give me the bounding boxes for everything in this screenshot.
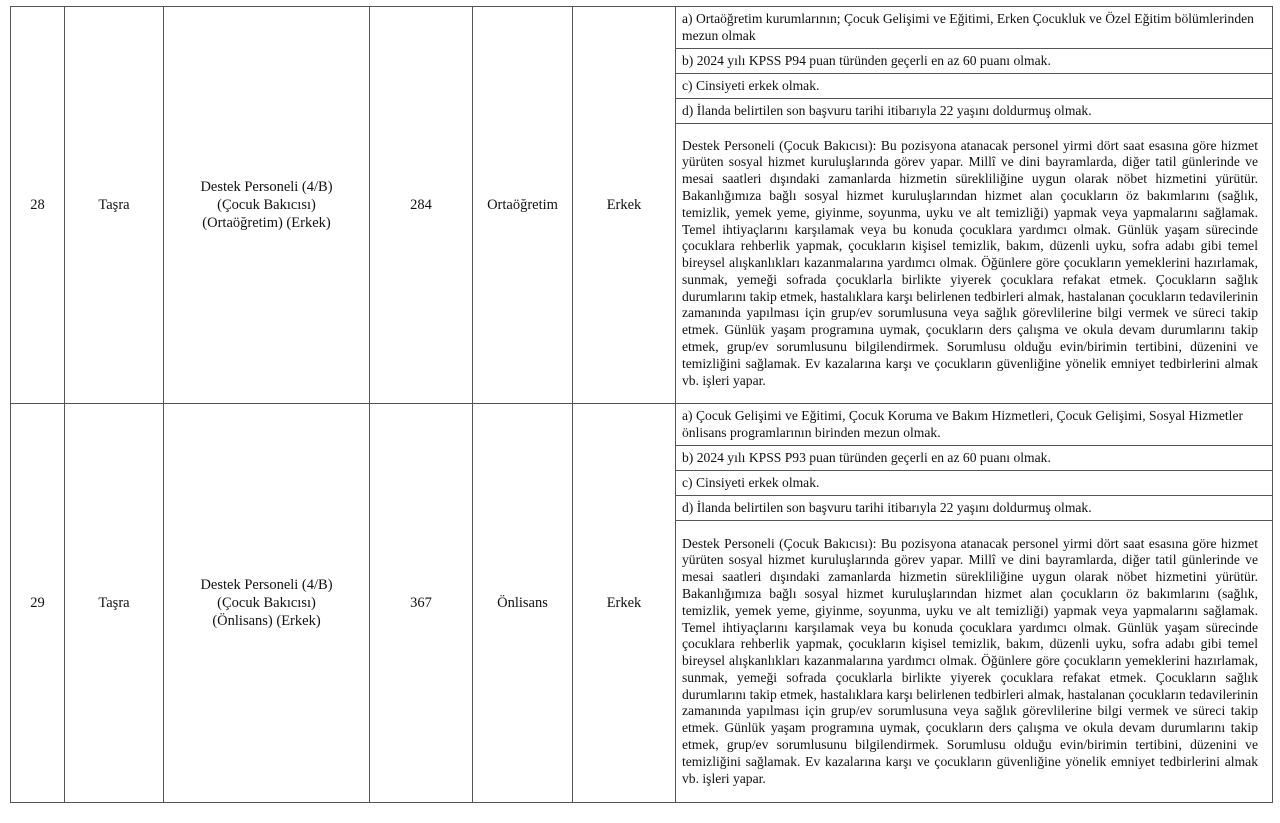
position-title-cell [164,7,370,404]
education-level-cell: Önlisans [473,404,573,803]
table-row [11,404,1273,446]
gender-cell: Erkek [573,7,676,404]
table-row [11,7,1273,49]
requirement-a: a) Ortaöğretim kurumlarının; Çocuk Gelişimi ve Eğitimi, Erken Çocukluk ve Özel Eğitim bölümlerinden mezun olmak [676,7,1273,49]
positions-table [10,6,1273,803]
position-title-line: Destek Personeli (4/B) [200,577,333,593]
requirement-d: d) İlanda belirtilen son başvuru tarihi itibarıyla 22 yaşını doldurmuş olmak. [676,99,1273,124]
requirement-c: c) Cinsiyeti erkek olmak. [676,471,1273,496]
row-number: 28 [11,7,65,404]
gender-cell: Erkek [573,404,676,803]
requirement-d: d) İlanda belirtilen son başvuru tarihi itibarıyla 22 yaşını doldurmuş olmak. [676,496,1273,521]
requirement-b: b) 2024 yılı KPSS P94 puan türünden geçerli en az 60 puanı olmak. [676,49,1273,74]
position-title-line: (Ortaöğretim) (Erkek) [202,215,331,231]
job-description: Destek Personeli (Çocuk Bakıcısı): Bu pozisyona atanacak personel yirmi dört saat esasına göre hizmet yürüten sosyal hizmet kuruluşlarında görev yapar. Millî ve dini bayramlarda, diğer tatil günlerinde ve mesai saatleri dışındaki zamanlarda hizmetin sürekliliğine uygun olarak nöbet hizmetini yürütür. Bakanlığımıza bağlı sosyal hizmet kuruluşlarından hizmet alan çocukların öz bakımlarını (sağlık, temizlik, yemek yeme, giyinme, soyunma, uyku ve alt temizliği) yapmak veya yapmalarını sağlamak. Temel ihtiyaçlarını karşılamak veya bu konuda çocuklara yardımcı olmak. Günlük yaşam sürecinde çocuklara rehberlik yapmak, çocukların kişisel temizlik, bakım, düzenli uyku, sofra adabı gibi temel bireysel alışkanlıkları kazanmalarına yardımcı olmak. Öğünlere göre çocukların yemeklerini hazırlamak, sunmak, yemeği sofrada çocuklarla birlikte yiyerek çocuklara refakat etmek. Çocukların sağlık durumlarını takip etmek, hastalıklara karşı belirlenen tedbirleri almak, hastalanan çocukların tedavilerinin zamanında yapılması için grup/ev sorumlusuna veya sağlık görevlilerine bilgi vermek ve süreci takip etmek. Günlük yaşam programına uymak, çocukların ders çalışma ve okula devam durumlarını takip etmek, grup/ev sorumlusunu bilgilendirmek. Sorumlusu olduğu evin/birimin tertibini, düzenini ve temizliğini sağlamak. Ev kazalarına karşı ve çocukların güvenliğine yönelik emniyet tedbirlerini almak vb. işleri yapar. [676,124,1273,404]
education-level-cell: Ortaöğretim [473,7,573,404]
row-number: 29 [11,404,65,803]
requirement-c: c) Cinsiyeti erkek olmak. [676,74,1273,99]
position-title-line: (Önlisans) (Erkek) [212,613,321,629]
location-cell: Taşra [65,7,164,404]
requirement-a: a) Çocuk Gelişimi ve Eğitimi, Çocuk Koruma ve Bakım Hizmetleri, Çocuk Gelişimi, Sosyal Hizmetler önlisans programlarının birinden mezun olmak. [676,404,1273,446]
location-cell: Taşra [65,404,164,803]
position-title-line: Destek Personeli (4/B) [200,179,333,195]
job-description: Destek Personeli (Çocuk Bakıcısı): Bu pozisyona atanacak personel yirmi dört saat esasına göre hizmet yürüten sosyal hizmet kuruluşlarında görev yapar. Millî ve dini bayramlarda, diğer tatil günlerinde ve mesai saatleri dışındaki zamanlarda hizmetin sürekliliğine uygun olarak nöbet hizmetini yürütür. Bakanlığımıza bağlı sosyal hizmet kuruluşlarından hizmet alan çocukların öz bakımlarını (sağlık, temizlik, yemek yeme, giyinme, soyunma, uyku ve alt temizliği) yapmak veya yapmalarını sağlamak. Temel ihtiyaçlarını karşılamak veya bu konuda çocuklara yardımcı olmak. Günlük yaşam sürecinde çocuklara rehberlik yapmak, çocukların kişisel temizlik, bakım, düzenli uyku, sofra adabı gibi temel bireysel alışkanlıkları kazanmalarına yardımcı olmak. Öğünlere göre çocukların yemeklerini hazırlamak, sunmak, yemeği sofrada çocuklarla birlikte yiyerek çocuklara refakat etmek. Çocukların sağlık durumlarını takip etmek, hastalıklara karşı belirlenen tedbirleri almak, hastalanan çocukların tedavilerinin zamanında yapılması için grup/ev sorumlusuna veya sağlık görevlilerine bilgi vermek ve süreci takip etmek. Günlük yaşam programına uymak, çocukların ders çalışma ve okula devam durumlarını takip etmek, grup/ev sorumlusunu bilgilendirmek. Sorumlusu olduğu evin/birimin tertibini, düzenini ve temizliğini sağlamak. Ev kazalarına karşı ve çocukların güvenliğine yönelik emniyet tedbirlerini almak vb. işleri yapar. [676,521,1273,803]
requirement-b: b) 2024 yılı KPSS P93 puan türünden geçerli en az 60 puanı olmak. [676,446,1273,471]
position-title-line: (Çocuk Bakıcısı) [217,197,316,213]
position-count-cell: 284 [370,7,473,404]
position-count-cell: 367 [370,404,473,803]
position-title-line: (Çocuk Bakıcısı) [217,595,316,611]
position-title-cell [164,404,370,803]
